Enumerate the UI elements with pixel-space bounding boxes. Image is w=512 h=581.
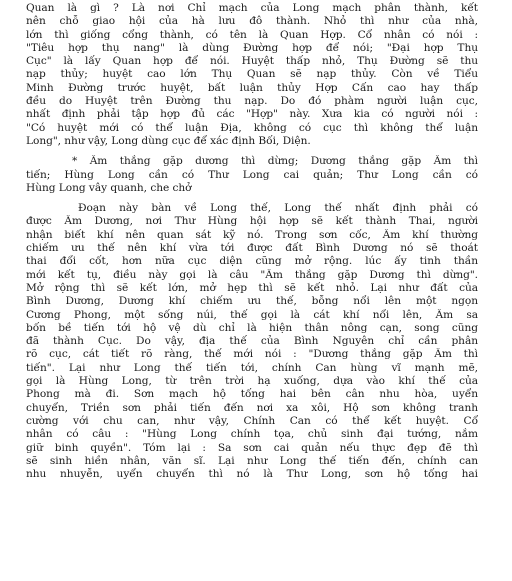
text-line: "Có huyệt mới có thể luận Địa, không có cục thì không thể luận [26, 121, 478, 134]
text-line: Minh Đường trước huyệt, bất luận thủy Hợp Cấn cao hay thấp [26, 81, 478, 94]
text-line: Bình Dương, Dương khí chiếm ưu thế, bỗng nổi lên một ngọn [26, 295, 478, 308]
text-line: Phong mà đi. Sơn mạch hộ tống hai bên cân nhu hòa, uyển [26, 388, 478, 401]
text-line: đã thành Cục. Do vậy, địa thế của Bình Nguyên chỉ cần phân [26, 335, 478, 348]
paragraph-gap [0, 148, 512, 155]
text-line: * Âm thắng gặp dương thì dừng; Dương thắng gặp Âm thì [72, 155, 478, 168]
text-line: nạp thủy; huyệt cao lớn Thụ Quan sẽ nạp thủy. Còn về Tiểu [26, 68, 478, 81]
text-line: mới kết tụ, điều này gọi là câu "Âm thắng gặp Dương thì dừng". [26, 268, 478, 281]
text-line: nhất định phải tập hợp đủ các "Hợp" này. Xưa kia có người nói : [26, 108, 478, 121]
text-line: nên chỗ giao hội của hà lưu đô thành. Nhỏ thì như của nhà, [26, 15, 478, 28]
text-line: bốn bề tiến tới hộ vệ dù chỉ là hiện thân nông cạn, song cũng [26, 321, 478, 334]
text-line: Đoạn này bàn về Long thế, Long thế nhất định phải có [78, 202, 478, 215]
paragraph-quan-hop [26, 2, 478, 148]
text-line: tiến; Hùng Long cần có Thư Long cai quản; Thư Long cần có [26, 168, 478, 181]
text-line: được Âm Dương, nơi Thư Hùng hội hợp sẽ kết thành Thai, người [26, 215, 478, 228]
text-line: chiếm ưu thế nên khí vừa tới được đất Bình Dương nó sẽ thoát [26, 242, 478, 255]
text-line: Hùng Long vây quanh, che chở [26, 181, 192, 194]
text-line: giữ binh quyền". Tóm lại : Sa sơn cai quản nếu thực đẹp đẽ thì [26, 441, 478, 454]
text-line: sẽ sinh hiền nhân, văn sĩ. Lại như Long thế tiến đến, chính can [26, 454, 478, 467]
text-line: đều do Huyệt trên Đường thu nạp. Do đó phàm người luận cục, [26, 95, 478, 108]
text-line: Mở rộng thì sẽ kết lớn, mở hẹp thì sẽ kết nhỏ. Lại như đất của [26, 281, 478, 294]
text-line: Long", như vậy, Long dùng cục để xác định Bối, Diện. [26, 134, 311, 147]
text-line: thai đổi cốt, hơn nữa cục diện cũng mở rộng. lúc ấy tinh thần [26, 255, 478, 268]
text-line: chuyển, Triền sơn phải tiến đến nơi xa xôi, Hộ sơn không tranh [26, 401, 478, 414]
text-line: tiến". Lại như Long thế tiến tới, chính Can hùng vĩ mạnh mẽ, [26, 361, 478, 374]
paragraph-gap [0, 195, 512, 202]
paragraph-long-the [26, 202, 478, 481]
text-line: nhu nhuyễn, uyển chuyển thì nó là Thư Long, sơn hộ tống hai [26, 468, 478, 481]
text-line: gọi là Hùng Long, từ trên trời hạ xuống, dựa vào khí thế của [26, 375, 478, 388]
text-line: Quan là gì ? Là nơi Chỉ mạch của Long mạch phân thành, kết [26, 2, 478, 14]
text-line: "Tiêu hợp thụ nang" là dùng Đường hợp để nói; "Đại hợp Thụ [26, 41, 478, 54]
text-line: cường với chu can, như vậy, Chính Can có thể kết huyệt. Cổ [26, 414, 478, 427]
text-line: nhân có câu : "Hùng Long chính tọa, chủ sinh đại tướng, nắm [26, 428, 478, 441]
paragraph-quote [26, 155, 478, 195]
text-line: rõ cục, cát tiết rõ ràng, thế mới nói : "Dương thắng gặp Âm thì [26, 348, 478, 361]
text-line: lớn thì giống cổng thành, có tên là Quan Hợp. Cổ nhân có nói : [26, 28, 478, 41]
text-line: Cục" là lấy Quan hợp để nói. Huyệt thấp nhỏ, Thụ Đường sẽ thu [26, 55, 478, 68]
text-line: Cương Phong, một sống núi, thế gọi là cát khí nổi lên, Âm sa [26, 308, 478, 321]
text-line: nhận biết khí nên quan sát kỹ nó. Trong sơn cốc, Âm khí thường [26, 228, 478, 241]
